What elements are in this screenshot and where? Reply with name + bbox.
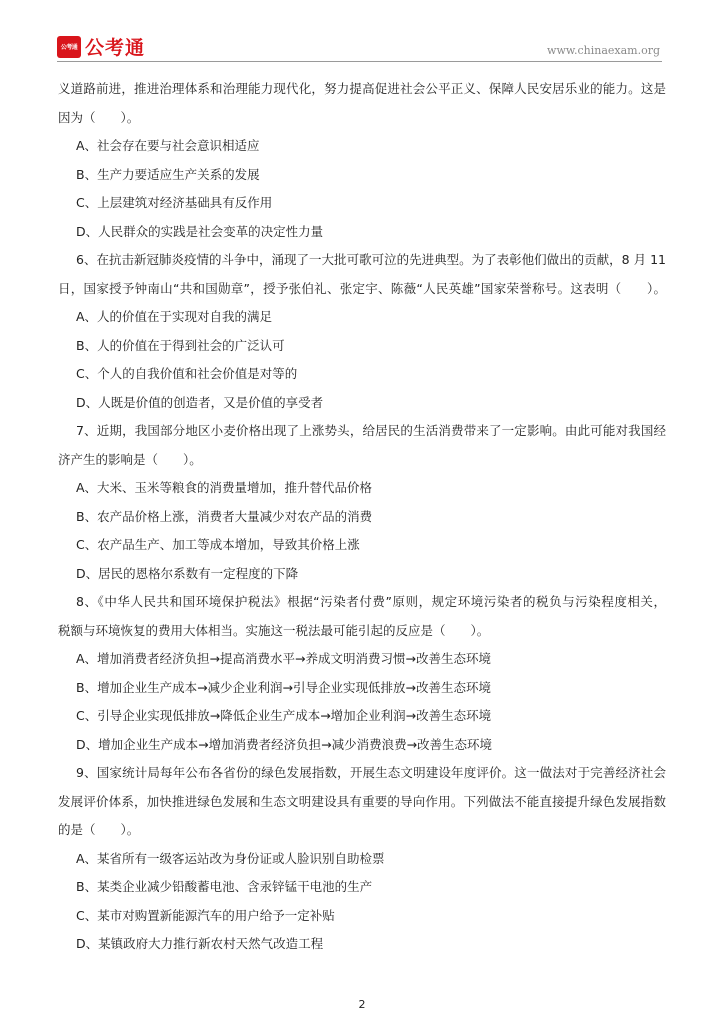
- document-body: [58, 75, 666, 959]
- answer-option: D、人既是价值的创造者，又是价值的享受者: [76, 394, 324, 410]
- logo: [57, 33, 145, 60]
- answer-option: D、人民群众的实践是社会变革的决定性力量: [76, 223, 324, 239]
- answer-option: B、农产品价格上涨，消费者大量减少对农产品的消费: [76, 508, 373, 524]
- paragraph-line: 义道路前进，推进治理体系和治理能力现代化，努力提高促进社会公平正义、保障人民安居乐业的能力。这是: [58, 81, 666, 96]
- answer-option: A、某省所有一级客运站改为身份证或人脸识别自助检票: [76, 850, 385, 866]
- answer-option: B、增加企业生产成本→减少企业利润→引导企业实现低排放→改善生态环境: [76, 679, 491, 695]
- answer-option: B、人的价值在于得到社会的广泛认可: [76, 337, 285, 353]
- answer-option: A、增加消费者经济负担→提高消费水平→养成文明消费习惯→改善生态环境: [76, 651, 491, 666]
- answer-option: A、社会存在要与社会意识相适应: [76, 138, 260, 153]
- answer-option: C、上层建筑对经济基础具有反作用: [76, 195, 273, 210]
- paragraph-line: 济产生的影响是（ ）。: [58, 451, 202, 467]
- site-url: www.chinaexam.org: [547, 44, 660, 57]
- answer-option: C、个人的自我价值和社会价值是对等的: [76, 366, 298, 381]
- answer-option: C、某市对购置新能源汽车的用户给予一定补贴: [76, 907, 335, 923]
- answer-option: B、生产力要适应生产关系的发展: [76, 166, 260, 182]
- paragraph-line: 发展评价体系，加快推进绿色发展和生态文明建设具有重要的导向作用。下列做法不能直接提升绿色发展指数: [58, 793, 666, 809]
- answer-option: C、农产品生产、加工等成本增加，导致其价格上涨: [76, 537, 360, 552]
- paragraph-line: 税额与环境恢复的费用大体相当。实施这一税法最可能引起的反应是（ ）。: [58, 622, 490, 638]
- logo-badge-icon: 公考通: [57, 36, 81, 58]
- question-text: 6、在抗击新冠肺炎疫情的斗争中，涌现了一大批可歌可泣的先进典型。为了表彰他们做出的贡献，8 月 11: [76, 252, 666, 267]
- answer-option: B、某类企业减少铅酸蓄电池、含汞锌锰干电池的生产: [76, 879, 373, 894]
- question-text: 7、近期，我国部分地区小麦价格出现了上涨势头，给居民的生活消费带来了一定影响。由此可能对我国经: [76, 423, 666, 438]
- answer-option: D、增加企业生产成本→增加消费者经济负担→减少消费浪费→改善生态环境: [76, 736, 493, 752]
- page-header: [0, 0, 724, 62]
- answer-option: A、人的价值在于实现对自我的满足: [76, 309, 273, 324]
- answer-option: D、某镇政府大力推行新农村天然气改造工程: [76, 936, 324, 951]
- answer-option: D、居民的恩格尔系数有一定程度的下降: [76, 565, 299, 581]
- paragraph-line: 日，国家授予钟南山“共和国勋章”，授予张伯礼、张定宇、陈薇“人民英雄”国家荣誉称号。这表明（ ）。: [58, 280, 666, 296]
- page-number: 2: [358, 998, 366, 1011]
- paragraph-line: 因为（ ）。: [58, 109, 140, 125]
- paragraph-line: 的是（ ）。: [58, 822, 140, 837]
- logo-text: 公考通: [85, 37, 146, 59]
- header-divider: [57, 61, 662, 62]
- answer-option: A、大米、玉米等粮食的消费量增加，推升替代品价格: [76, 480, 373, 495]
- question-text: 8、《中华人民共和国环境保护税法》根据“污染者付费”原则，规定环境污染者的税负与污染程度相关，: [76, 594, 666, 609]
- answer-option: C、引导企业实现低排放→降低企业生产成本→增加企业利润→改善生态环境: [76, 708, 492, 723]
- question-text: 9、国家统计局每年公布各省份的绿色发展指数，开展生态文明建设年度评价。这一做法对于完善经济社会: [76, 765, 666, 780]
